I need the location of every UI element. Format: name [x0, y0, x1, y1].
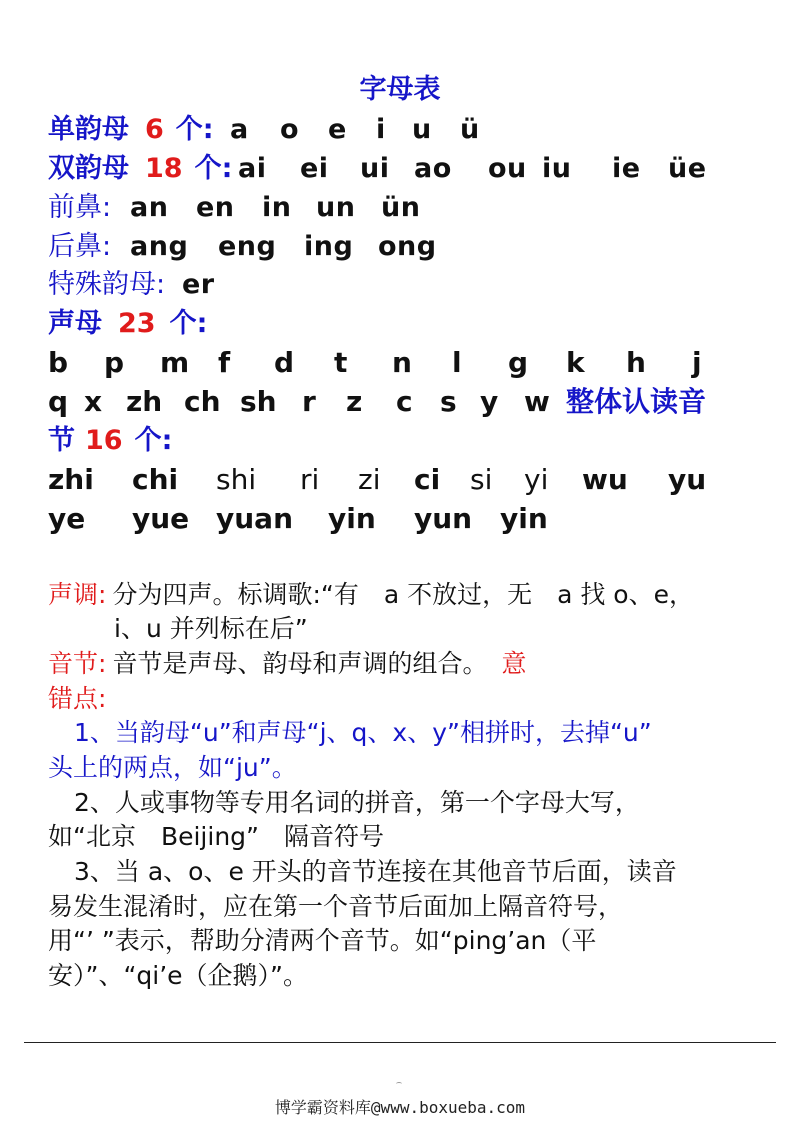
whole-syllable: yu	[668, 463, 707, 496]
syllable-text: 音节是声母、韵母和声调的组合。	[112, 649, 488, 678]
whole-syllable: ci	[414, 463, 441, 496]
syllable-line	[48, 647, 526, 681]
whole-syllable: yin	[500, 502, 548, 535]
back-nasal-final: ang	[130, 231, 189, 262]
whole-syllables-label-part2: 节	[48, 425, 75, 456]
tones-text-1: 分为四声。标调歌:“有 a 不放过，无 a 找 o、e，	[112, 580, 694, 609]
tones-line-2: i、u 并列标在后”	[114, 614, 308, 643]
initial: w	[524, 385, 550, 418]
back-nasal-final: ing	[304, 231, 354, 262]
compound-finals-unit: 个:	[194, 153, 233, 184]
front-nasal-line	[48, 191, 421, 225]
single-finals-line	[48, 113, 480, 147]
tones-label: 声调:	[48, 580, 107, 609]
compound-final: ie	[612, 153, 641, 184]
back-nasal-final: ong	[378, 231, 437, 262]
initial: m	[160, 346, 190, 379]
whole-syllable: wu	[582, 463, 628, 496]
initials-unit: 个:	[169, 308, 208, 339]
whole-syllable: yun	[414, 502, 473, 535]
initial: y	[480, 385, 499, 418]
whole-syllable: chi	[132, 463, 179, 496]
single-final: u	[412, 114, 432, 145]
single-final: ü	[460, 114, 480, 145]
initial: g	[508, 346, 529, 379]
page-mark	[396, 1082, 402, 1086]
compound-final: ai	[238, 153, 267, 184]
compound-final: üe	[668, 153, 707, 184]
back-nasal-line	[48, 230, 437, 264]
front-nasal-final: un	[316, 192, 356, 223]
initial: q	[48, 385, 69, 418]
whole-syllable: yi	[524, 463, 549, 496]
whole-syllables-count: 16	[85, 425, 123, 456]
single-finals-count: 6	[145, 114, 164, 145]
front-nasal-final: in	[262, 192, 292, 223]
page-title: 字母表	[359, 74, 441, 105]
tones-line-1	[48, 578, 694, 612]
whole-syllable: yin	[328, 502, 376, 535]
whole-syllable: zi	[358, 463, 381, 496]
single-final: o	[280, 114, 300, 145]
initial: b	[48, 346, 69, 379]
whole-syllable: ye	[48, 502, 86, 535]
single-final: e	[328, 114, 347, 145]
error-3-line-2: 易发生混淆时，应在第一个音节后面加上隔音符号，	[48, 892, 624, 921]
single-finals-unit: 个:	[175, 114, 214, 145]
compound-final: ou	[488, 153, 527, 184]
whole-syllables-label-part1: 整体认读音	[566, 385, 707, 418]
syllable-label: 音节:	[48, 649, 107, 678]
special-final-line	[48, 268, 215, 302]
initial: n	[392, 346, 412, 379]
special-final: er	[182, 269, 215, 300]
error-3-line-1: 3、当 a、o、e 开头的音节连接在其他音节后面，读音	[74, 857, 677, 886]
error-3-line-4: 安）”、“qi’e（企鹅）”。	[48, 961, 308, 990]
error-1-line-2: 头上的两点，如“ju”。	[48, 753, 297, 782]
single-finals-label: 单韵母	[48, 114, 129, 145]
compound-final: ui	[360, 153, 390, 184]
front-nasal-label: 前鼻:	[48, 192, 112, 223]
compound-finals-line	[48, 152, 707, 186]
initial: j	[692, 346, 702, 379]
single-final: i	[376, 114, 386, 145]
initial: z	[346, 385, 363, 418]
initial: c	[396, 385, 413, 418]
initial: l	[452, 346, 462, 379]
whole-syllable: yue	[132, 502, 190, 535]
single-final: a	[230, 114, 249, 145]
whole-syllables-unit: 个:	[134, 425, 173, 456]
initial: s	[440, 385, 457, 418]
initials-header	[48, 307, 207, 341]
error-3-line-3: 用“’ ”表示，帮助分清两个音节。如“ping’an（平	[48, 926, 597, 955]
initial: x	[84, 385, 103, 418]
special-final-label: 特殊韵母:	[48, 269, 166, 300]
initial: zh	[126, 385, 163, 418]
front-nasal-final: ün	[381, 192, 421, 223]
front-nasal-final: en	[196, 192, 235, 223]
initial: p	[104, 346, 125, 379]
footer-watermark[interactable]: 博学霸资料库@www.boxueba.com	[274, 1098, 526, 1117]
initial: f	[218, 346, 231, 379]
whole-syllable: yuan	[216, 502, 294, 535]
whole-syllables-header	[48, 424, 172, 458]
error-2-line-2: 如“北京 Beijing” 隔音符号	[48, 822, 384, 851]
initial: sh	[240, 385, 277, 418]
compound-final: ei	[300, 153, 329, 184]
error-2-line-1: 2、人或事物等专用名词的拼音，第一个字母大写，	[74, 788, 640, 817]
syllable-extra: 意	[501, 649, 527, 678]
error-1-line-1: 1、当韵母“u”和声母“j、q、x、y”相拼时，去掉“u”	[74, 718, 652, 747]
initial: r	[302, 385, 316, 418]
compound-finals-label: 双韵母	[48, 153, 129, 184]
initial: d	[274, 346, 295, 379]
whole-syllable: shi	[216, 463, 257, 496]
whole-syllable: si	[470, 463, 493, 496]
compound-finals-count: 18	[145, 153, 183, 184]
initial: t	[334, 346, 348, 379]
compound-final: iu	[542, 153, 572, 184]
initials-label: 声母	[48, 308, 102, 339]
initial: k	[566, 346, 585, 379]
footer-divider	[24, 1042, 776, 1043]
whole-syllable: zhi	[48, 463, 94, 496]
initial: ch	[184, 385, 221, 418]
front-nasal-final: an	[130, 192, 169, 223]
initial: h	[626, 346, 646, 379]
compound-final: ao	[414, 153, 452, 184]
back-nasal-label: 后鼻:	[48, 231, 112, 262]
initials-count: 23	[118, 308, 156, 339]
back-nasal-final: eng	[218, 231, 277, 262]
errors-label: 错点:	[48, 684, 107, 713]
whole-syllable: ri	[300, 463, 320, 496]
